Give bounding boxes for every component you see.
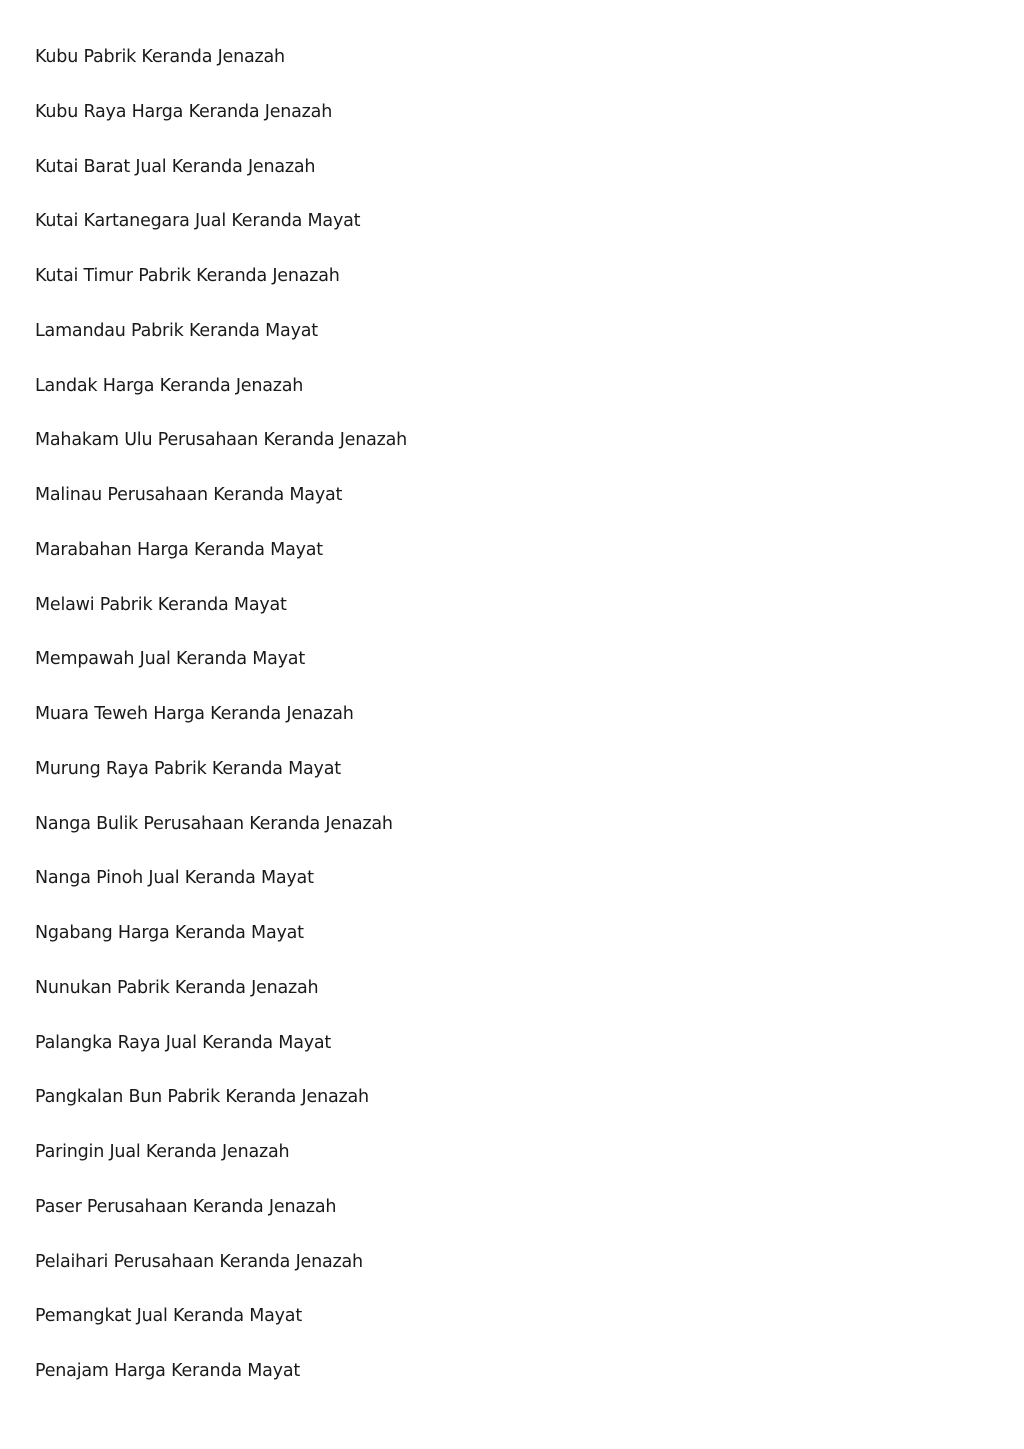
list-item: Lamandau Pabrik Keranda Mayat bbox=[35, 320, 318, 341]
list-item: Palangka Raya Jual Keranda Mayat bbox=[35, 1032, 332, 1053]
list-item: Nanga Bulik Perusahaan Keranda Jenazah bbox=[35, 813, 393, 834]
list-item: Penajam Harga Keranda Mayat bbox=[35, 1361, 301, 1381]
list-item: Kubu Pabrik Keranda Jenazah bbox=[35, 47, 285, 67]
list-item: Melawi Pabrik Keranda Mayat bbox=[35, 594, 287, 615]
list-item: Marabahan Harga Keranda Mayat bbox=[35, 539, 323, 560]
list-item: Paringin Jual Keranda Jenazah bbox=[35, 1142, 290, 1162]
list-item: Mempawah Jual Keranda Mayat bbox=[35, 649, 305, 670]
list-item: Paser Perusahaan Keranda Jenazah bbox=[35, 1196, 337, 1217]
list-item: Pangkalan Bun Pabrik Keranda Jenazah bbox=[35, 1087, 369, 1108]
list-item: Kubu Raya Harga Keranda Jenazah bbox=[35, 101, 333, 122]
list-item: Landak Harga Keranda Jenazah bbox=[35, 375, 304, 396]
list-item: Kutai Barat Jual Keranda Jenazah bbox=[35, 156, 316, 177]
list-item: Malinau Perusahaan Keranda Mayat bbox=[35, 485, 343, 505]
list-item: Ngabang Harga Keranda Mayat bbox=[35, 923, 304, 943]
list-item: Mahakam Ulu Perusahaan Keranda Jenazah bbox=[35, 430, 408, 451]
list-item: Muara Teweh Harga Keranda Jenazah bbox=[35, 704, 354, 724]
list-item: Pelaihari Perusahaan Keranda Jenazah bbox=[35, 1251, 363, 1272]
entry-list bbox=[35, 44, 407, 1413]
list-item: Nanga Pinoh Jual Keranda Mayat bbox=[35, 868, 314, 889]
list-item: Kutai Timur Pabrik Keranda Jenazah bbox=[35, 266, 340, 286]
list-item: Pemangkat Jual Keranda Mayat bbox=[35, 1306, 302, 1327]
list-item: Murung Raya Pabrik Keranda Mayat bbox=[35, 758, 341, 779]
list-item: Nunukan Pabrik Keranda Jenazah bbox=[35, 977, 319, 998]
list-item: Kutai Kartanegara Jual Keranda Mayat bbox=[35, 211, 361, 232]
